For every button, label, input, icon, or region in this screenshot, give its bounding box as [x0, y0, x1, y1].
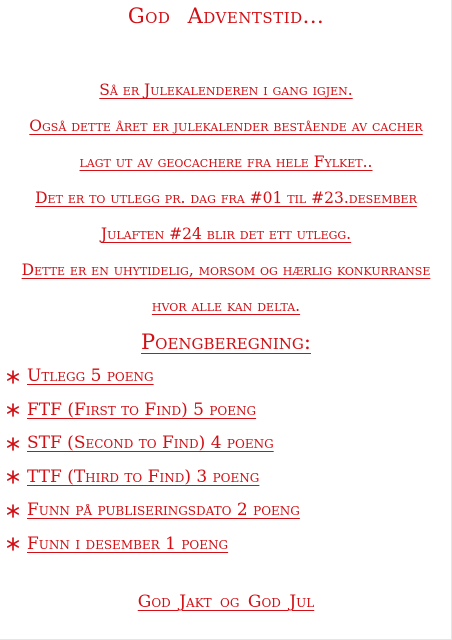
intro-line: Julaften #24 blir det ett utlegg.: [100, 225, 352, 243]
scoring-item-label: Funn på publiseringsdato 2 poeng: [27, 500, 300, 520]
snowflake-icon: [6, 537, 20, 551]
intro-line: Dette er en uhytidelig, morsom og hærlig konkurranse: [21, 261, 431, 279]
list-item: [6, 528, 446, 562]
list-item: [6, 360, 446, 394]
intro-text: [0, 72, 452, 324]
snowflake-icon: [6, 403, 20, 417]
closing-greeting: God Jakt og God Jul: [137, 592, 315, 612]
scoring-heading: Poengberegning:: [141, 330, 311, 354]
list-item: [6, 494, 446, 528]
snowflake-icon: [6, 437, 20, 451]
intro-line: lagt ut av geocachere fra hele Fylket..: [79, 153, 373, 171]
intro-line: Også dette året er julekalender bestående av cacher: [29, 117, 423, 135]
intro-line: Det er to utlegg pr. dag fra #01 til #23.desember: [35, 189, 417, 207]
scoring-item-label: Utlegg 5 poeng: [27, 366, 154, 386]
snowflake-icon: [6, 470, 20, 484]
scoring-item-label: Funn i desember 1 poeng: [27, 533, 229, 554]
list-item: [6, 394, 446, 428]
intro-line: hvor alle kan delta.: [151, 297, 301, 315]
scoring-list: [6, 360, 446, 561]
list-item: [6, 461, 446, 495]
intro-line: Så er Julekalenderen i gang igjen.: [99, 81, 353, 99]
scoring-item-label: TTF (Third to Find) 3 poeng: [27, 466, 260, 487]
scoring-item-label: STF (Second to Find) 4 poeng: [27, 433, 274, 453]
page-title: God Adventstid...: [127, 4, 325, 28]
snowflake-icon: [6, 504, 20, 518]
list-item: [6, 427, 446, 461]
snowflake-icon: [6, 370, 20, 384]
scoring-item-label: FTF (First to Find) 5 poeng: [27, 399, 257, 420]
